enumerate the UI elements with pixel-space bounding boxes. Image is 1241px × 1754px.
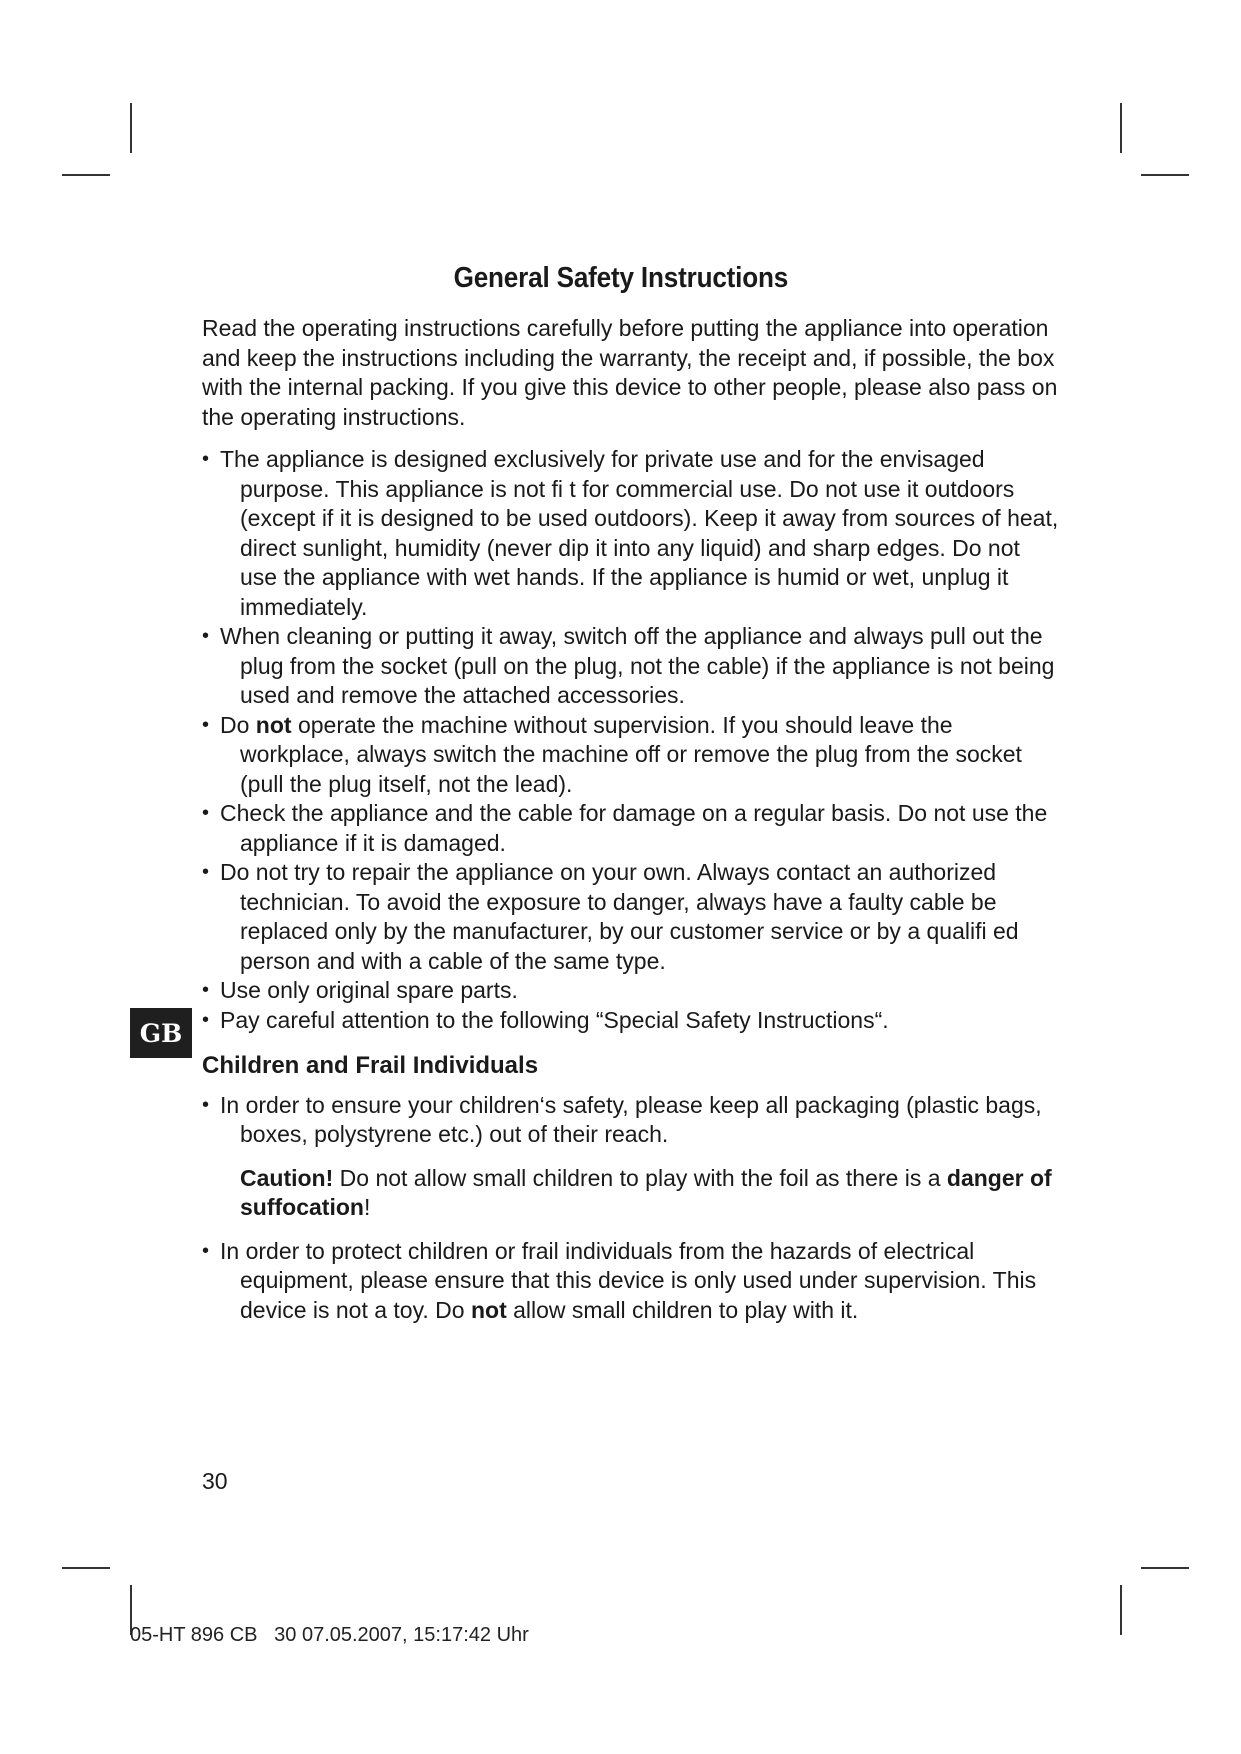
list-item-text: Do	[220, 711, 256, 738]
list-item: • In order to ensure your children‘s safety, please keep all packaging (plastic bags, boxes, polystyrene etc.) out of their reach.	[202, 1091, 1062, 1150]
main-content	[202, 314, 1062, 1325]
crop-mark-bottom-right-vertical	[1120, 1585, 1122, 1635]
crop-mark-bottom-right-horizontal	[1141, 1567, 1189, 1569]
crop-mark-top-left-vertical	[130, 103, 132, 153]
caution-end: !	[363, 1194, 371, 1220]
list-item-text: allow small children to play with it.	[506, 1296, 859, 1323]
caution-label: Caution!	[240, 1164, 334, 1191]
list-item	[202, 1237, 1062, 1326]
list-item: • Use only original spare parts.	[202, 976, 1062, 1006]
page-number: 30	[202, 1468, 228, 1494]
emphasis-not: not	[255, 711, 292, 738]
section-heading: Children and Frail Individuals	[202, 1052, 539, 1079]
caution-emphasis: danger of suffocation	[240, 1164, 1052, 1220]
intro-paragraph: Read the operating instructions carefully before putting the appliance into operation and keep the instructions including the warranty, the receipt and, if possible, the box with the internal packing. If you give this device to other people, please also pass on the operating instructions.	[202, 315, 1058, 430]
list-item: • When cleaning or putting it away, switch off the appliance and always pull out the plug from the socket (pull on the plug, not the cable) if the appliance is not being used and remove the attached accessories.	[202, 622, 1062, 711]
crop-mark-top-right-horizontal	[1141, 174, 1189, 176]
safety-list	[202, 445, 1062, 1035]
emphasis-not: not	[470, 1296, 507, 1323]
crop-mark-bottom-left-horizontal	[62, 1567, 110, 1569]
list-item	[202, 711, 1062, 800]
list-item: • Pay careful attention to the following “Special Safety Instructions“.	[202, 1006, 1062, 1036]
caution-note	[202, 1164, 1062, 1223]
list-item-text: In order to protect children or frail individuals from the hazards of electrical equipment, please ensure that this device is only used under supervision. This device is not a toy. Do	[220, 1237, 1037, 1323]
list-item: • Check the appliance and the cable for damage on a regular basis. Do not use the appliance if it is damaged.	[202, 799, 1062, 858]
language-badge: GB	[130, 1008, 192, 1058]
list-item-text: operate the machine without supervision. If you should leave the workplace, always switch the machine off or remove the plug from the socket (pull the plug itself, not the lead).	[240, 711, 1022, 797]
print-footer: 05-HT 896 CB 30 07.05.2007, 15:17:42 Uhr	[130, 1624, 529, 1646]
list-item: • The appliance is designed exclusively for private use and for the envisaged purpose. This appliance is not fi t for commercial use. Do not use it outdoors (except if it is designed to be used outdoors). Keep it away from sources of heat, direct sunlight, humidity (never dip it into any liquid) and sharp edges. Do not use the appliance with wet hands. If the appliance is humid or wet, unplug it immediately.	[202, 445, 1062, 622]
children-list-2	[202, 1237, 1062, 1326]
crop-mark-top-right-vertical	[1120, 103, 1122, 153]
caution-text: Do not allow small children to play with the foil as there is a	[333, 1164, 947, 1191]
children-list	[202, 1091, 1062, 1150]
crop-mark-top-left-horizontal	[62, 174, 110, 176]
page-title: General Safety Instructions	[453, 262, 789, 294]
list-item: • Do not try to repair the appliance on your own. Always contact an authorized technician. To avoid the exposure to danger, always have a faulty cable be replaced only by the manufacturer, by our customer service or by a qualifi ed person and with a cable of the same type.	[202, 858, 1062, 976]
